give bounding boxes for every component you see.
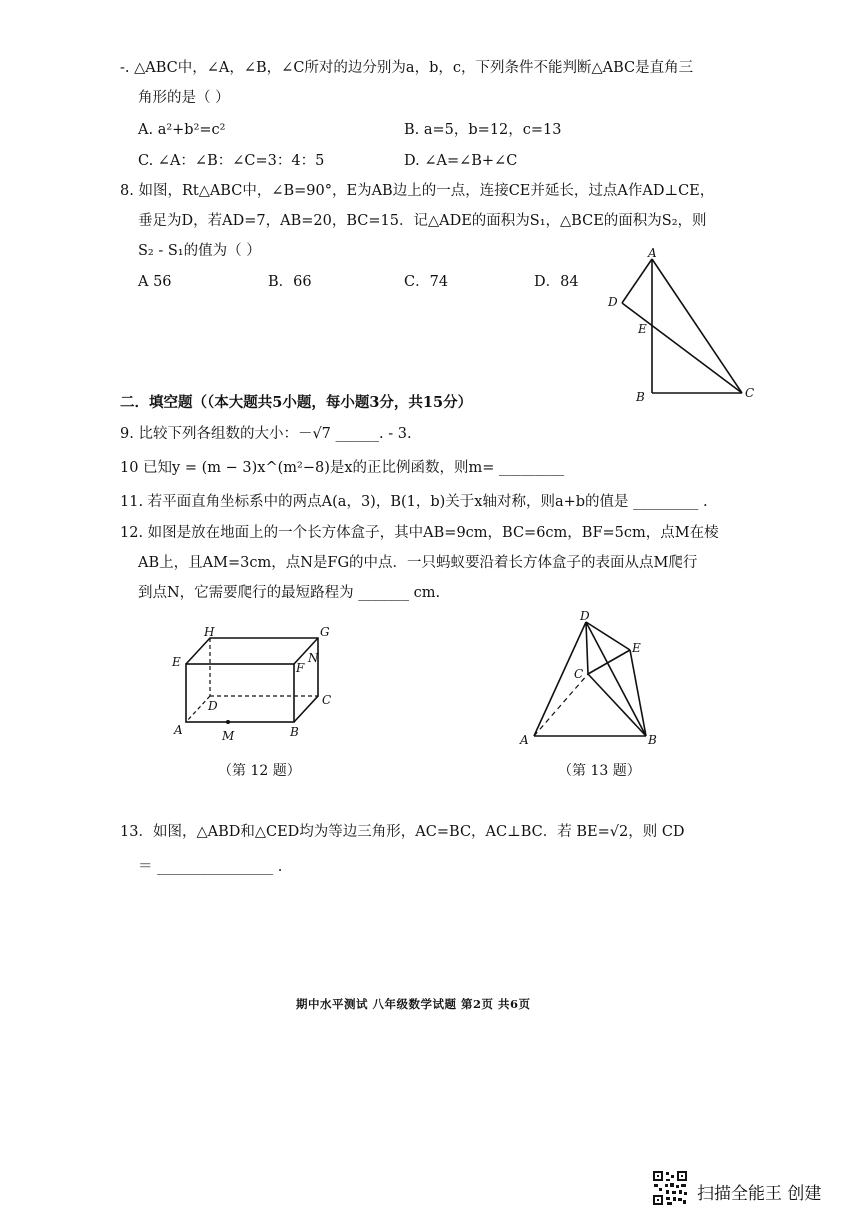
- q13-stem-line2: ＝ ________________ .: [138, 859, 283, 875]
- q12-caption: （第 12 题）: [218, 763, 301, 779]
- q12-fig-label-e: E: [172, 655, 181, 669]
- q13-caption: （第 13 题）: [558, 763, 641, 779]
- q7-option-b: B. a=5，b=12，c=13: [404, 122, 562, 138]
- q13-figure: [510, 608, 670, 748]
- q12-fig-label-g: G: [320, 625, 330, 639]
- q8-figure: [600, 245, 770, 410]
- q7-stem-line1: -. △ABC中，∠A，∠B，∠C所对的边分别为a，b，c，下列条件不能判断△ABC是直角三: [120, 60, 694, 76]
- q13-stem-line1: 13．如图，△ABD和△CED均为等边三角形，AC=BC，AC⊥BC．若 BE=√2，则 CD: [120, 824, 685, 840]
- q12-fig-label-c: C: [322, 693, 332, 707]
- q12-fig-label-n: N: [308, 651, 319, 665]
- q12-fig-label-d: D: [208, 699, 218, 713]
- q7-option-a: A. a²+b²=c²: [138, 122, 226, 138]
- q8-option-c: C．74: [404, 274, 449, 290]
- q13-fig-label-e: E: [632, 641, 641, 655]
- q8-stem-line1: 8. 如图，Rt△ABC中，∠B=90°，E为AB边上的一点，连接CE并延长，过点A作AD⊥CE，: [120, 183, 715, 199]
- q9-text: 9. 比较下列各组数的大小：－√7 ______. - 3.: [120, 426, 412, 442]
- q8-option-b: B．66: [268, 274, 312, 290]
- q8-fig-label-b: B: [636, 390, 645, 404]
- q13-fig-label-c: C: [574, 667, 584, 681]
- q11-text: 11. 若平面直角坐标系中的两点A(a，3)，B(1，b)关于x轴对称，则a+b的值是 _________ .: [120, 494, 708, 510]
- q10-text: 10 已知y = (m − 3)x^(m²−8)是x的正比例函数，则m= _________: [120, 460, 565, 476]
- q12-stem-line1: 12. 如图是放在地面上的一个长方体盒子，其中AB=9cm，BC=6cm，BF=5cm，点M在棱: [120, 525, 719, 541]
- q13-fig-label-d: D: [580, 609, 590, 623]
- q12-fig-label-b: B: [290, 725, 299, 739]
- section2-title: 二．填空题（（本大题共5小题，每小题3分，共15分）: [120, 394, 473, 411]
- q8-fig-label-d: D: [608, 295, 618, 309]
- page-footer: 期中水平测试 八年级数学试题 第2页 共6页: [296, 997, 531, 1011]
- scanner-watermark: 扫描全能王 创建: [697, 1184, 822, 1204]
- q12-fig-label-a: A: [174, 723, 183, 737]
- q8-fig-label-a: A: [648, 246, 657, 260]
- q8-option-a: A 56: [138, 274, 172, 290]
- q12-stem-line3: 到点N，它需要爬行的最短路程为 _______ cm.: [138, 585, 441, 601]
- q12-figure: [168, 620, 348, 750]
- q7-option-d: D. ∠A=∠B+∠C: [404, 153, 518, 169]
- q8-fig-label-c: C: [745, 386, 755, 400]
- q8-stem-line2: 垂足为D，若AD=7，AB=20，BC=15．记△ADE的面积为S₁，△BCE的面积为S₂，则: [138, 213, 707, 229]
- q12-stem-line2: AB上，且AM=3cm，点N是FG的中点．一只蚂蚁要沿着长方体盒子的表面从点M爬行: [138, 555, 698, 571]
- qr-code-icon: [652, 1170, 688, 1206]
- q8-stem-line3: S₂ - S₁的值为（ ）: [138, 243, 261, 259]
- q8-fig-label-e: E: [638, 322, 647, 336]
- q7-stem-line2: 角形的是（ ）: [138, 90, 230, 106]
- q12-fig-label-m: M: [222, 729, 235, 743]
- q12-fig-label-f: F: [296, 661, 305, 675]
- q7-option-c: C. ∠A：∠B：∠C=3：4：5: [138, 153, 325, 169]
- q13-fig-label-b: B: [648, 733, 657, 747]
- q13-fig-label-a: A: [520, 733, 529, 747]
- q8-option-d: D．84: [534, 274, 579, 290]
- q12-fig-label-h: H: [204, 625, 215, 639]
